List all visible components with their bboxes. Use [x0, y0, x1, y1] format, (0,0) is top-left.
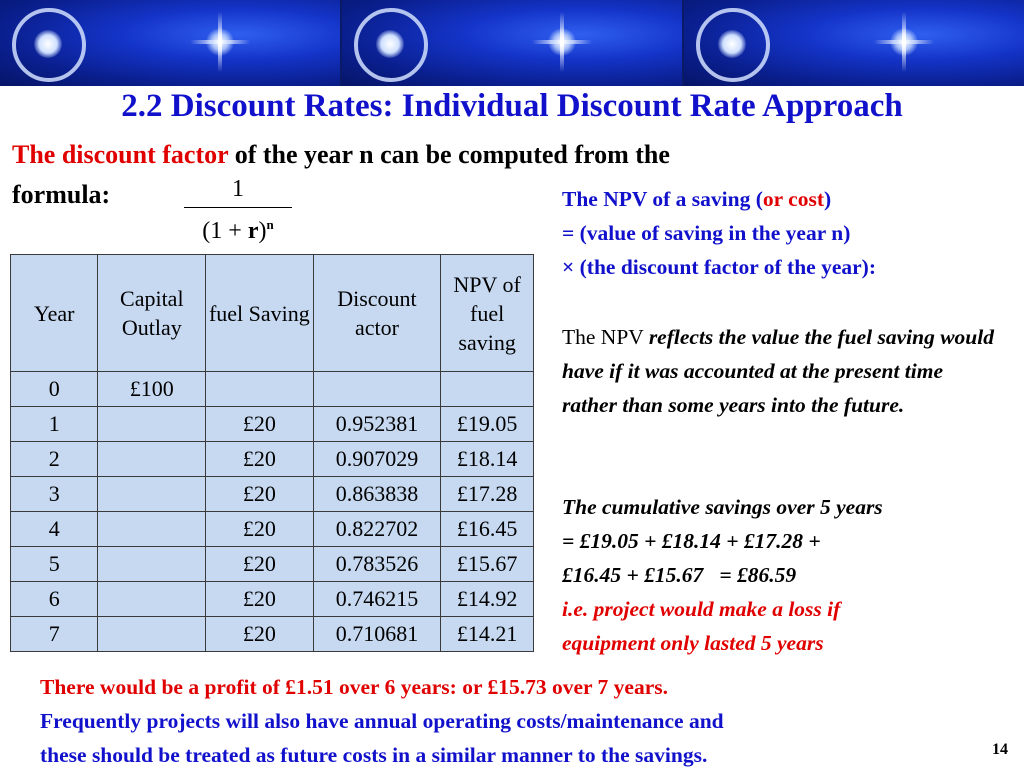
fraction-bar — [184, 207, 292, 208]
npv-definition — [562, 182, 1002, 284]
cell: £14.21 — [441, 617, 534, 652]
npv-explanation-plain: The NPV — [562, 325, 649, 349]
cumul-line-5: equipment only lasted 5 years — [562, 631, 824, 655]
intro-line — [12, 140, 670, 170]
header-banner — [0, 0, 1024, 86]
npv-definition-line-2: = (value of saving in the year n) — [562, 221, 851, 245]
den-open: (1 + — [202, 218, 248, 244]
cumul-line-3: £16.45 + £15.67 = £86.59 — [562, 563, 797, 587]
header-npv: NPV of fuel saving — [441, 255, 534, 372]
cumul-line-2: = £19.05 + £18.14 + £17.28 + — [562, 529, 821, 553]
header-year: Year — [11, 255, 98, 372]
cell: 0.907029 — [313, 442, 441, 477]
cell: 0.746215 — [313, 582, 441, 617]
header-capital-outlay: Capital Outlay — [98, 255, 206, 372]
orb-icon — [34, 30, 62, 58]
cell: £20 — [206, 477, 314, 512]
cell — [206, 372, 314, 407]
cumul-line-4: i.e. project would make a loss if — [562, 597, 841, 621]
intro-highlight: The discount factor — [12, 140, 229, 169]
cell: 0.783526 — [313, 547, 441, 582]
npv-explanation-italic: reflects the value the fuel saving would have if it was accounted at the present time rather than some years into the future. — [562, 325, 994, 417]
costs-note-line-1: Frequently projects will also have annual operating costs/maintenance and — [40, 709, 724, 733]
cell: 1 — [11, 407, 98, 442]
cell: £15.67 — [441, 547, 534, 582]
cell: 6 — [11, 582, 98, 617]
cell: 4 — [11, 512, 98, 547]
cell: £16.45 — [441, 512, 534, 547]
den-close: ) — [258, 218, 267, 244]
table-header-row — [11, 255, 534, 372]
den-exponent: n — [266, 217, 274, 232]
table-row — [11, 442, 534, 477]
cell: 5 — [11, 547, 98, 582]
cell: 2 — [11, 442, 98, 477]
banner-panel — [0, 0, 342, 86]
star-flare-icon — [532, 12, 592, 72]
cumulative-savings — [562, 490, 1002, 660]
table-row — [11, 372, 534, 407]
cumul-line-1: The cumulative savings over 5 years — [562, 495, 883, 519]
cell — [98, 477, 206, 512]
cell: 0.822702 — [313, 512, 441, 547]
cell: £14.92 — [441, 582, 534, 617]
cell — [98, 442, 206, 477]
npv-table — [10, 254, 534, 652]
cell: 0.863838 — [313, 477, 441, 512]
npv-text: The NPV of a saving ( — [562, 187, 763, 211]
npv-explanation — [562, 320, 1002, 422]
header-fuel-saving: fuel Saving — [206, 255, 314, 372]
table-row — [11, 547, 534, 582]
npv-cost: cost — [788, 187, 824, 211]
intro-text: of the year n can be computed from the — [228, 140, 670, 169]
formula-denominator — [184, 210, 292, 246]
table-row — [11, 582, 534, 617]
banner-panel — [342, 0, 684, 86]
orb-icon — [376, 30, 404, 58]
bottom-notes — [40, 670, 1000, 772]
table-row — [11, 512, 534, 547]
discount-formula — [184, 175, 292, 246]
formula-numerator: 1 — [232, 176, 244, 202]
cell: £19.05 — [441, 407, 534, 442]
cell — [441, 372, 534, 407]
costs-note-line-2: these should be treated as future costs in a similar manner to the savings. — [40, 743, 708, 767]
slide-title: 2.2 Discount Rates: Individual Discount Rate Approach — [121, 88, 903, 124]
page-number: 14 — [992, 741, 1008, 758]
intro-line-2: formula: — [12, 180, 111, 209]
table-row — [11, 407, 534, 442]
cell — [98, 547, 206, 582]
cell: £20 — [206, 442, 314, 477]
cell — [98, 617, 206, 652]
npv-or: or — [762, 187, 783, 211]
banner-panel — [684, 0, 1024, 86]
npv-definition-line — [562, 182, 1002, 216]
cell: £20 — [206, 407, 314, 442]
cell: £100 — [98, 372, 206, 407]
cell: £18.14 — [441, 442, 534, 477]
header-discount-factor: Discount actor — [313, 255, 441, 372]
star-flare-icon — [190, 12, 250, 72]
cell: £20 — [206, 617, 314, 652]
cell: £20 — [206, 512, 314, 547]
cell — [98, 512, 206, 547]
table-row — [11, 477, 534, 512]
cell: 0 — [11, 372, 98, 407]
npv-definition-line-3: × (the discount factor of the year): — [562, 255, 876, 279]
cell: £17.28 — [441, 477, 534, 512]
cell — [313, 372, 441, 407]
cell — [98, 582, 206, 617]
npv-close: ) — [824, 187, 832, 211]
star-flare-icon — [874, 12, 934, 72]
cell: 0.710681 — [313, 617, 441, 652]
cell: £20 — [206, 547, 314, 582]
cell: 0.952381 — [313, 407, 441, 442]
cell: 7 — [11, 617, 98, 652]
profit-note: There would be a profit of £1.51 over 6 years: or £15.73 over 7 years. — [40, 675, 669, 699]
cell — [98, 407, 206, 442]
cell: 3 — [11, 477, 98, 512]
den-r: r — [247, 218, 259, 244]
table-row — [11, 617, 534, 652]
cell: £20 — [206, 582, 314, 617]
orb-icon — [718, 30, 746, 58]
